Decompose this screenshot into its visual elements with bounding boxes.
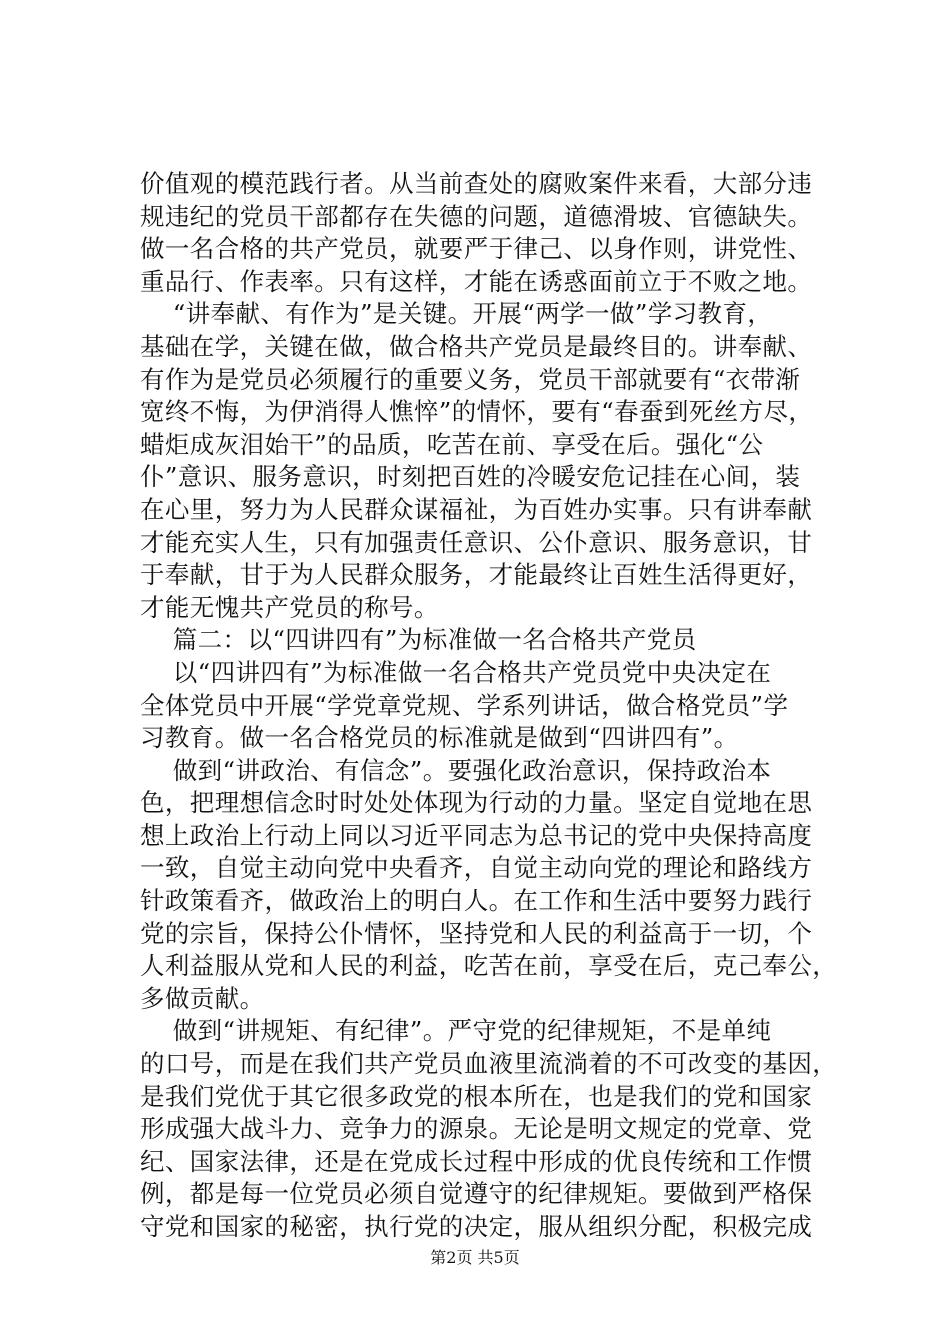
text-line: 基础在学，关键在做，做合格共产党员是最终目的。讲奉献、 [140, 331, 813, 361]
text-line: 篇二：以“四讲四有”为标准做一名合格共产党员 [140, 625, 697, 655]
text-line: 全体党员中开展“学党章党规、学系列讲话，做合格党员”学 [140, 690, 789, 720]
text-line: 党的宗旨，保持公仆情怀，坚持党和人民的利益高于一切，个 [140, 918, 813, 948]
text-line: 人利益服从党和人民的利益，吃苦在前，享受在后，克己奉公， [140, 951, 838, 981]
text-line: 的口号，而是在我们共产党员血液里流淌着的不可改变的基因， [140, 1049, 838, 1079]
text-line: 例，都是每一位党员必须自觉遵守的纪律规矩。要做到严格保 [140, 1179, 813, 1209]
text-line: 做到“讲政治、有信念”。要强化政治意识，保持政治本 [140, 755, 772, 785]
text-line: “讲奉献、有作为”是关键。开展“两学一做”学习教育， [140, 299, 773, 329]
text-line: 想上政治上行动上同以习近平同志为总书记的党中央保持高度 [140, 820, 813, 850]
text-line: 价值观的模范践行者。从当前查处的腐败案件来看，大部分违 [140, 169, 813, 198]
text-line: 一致，自觉主动向党中央看齐，自觉主动向党的理论和路线方 [140, 853, 813, 883]
text-line: 才能无愧共产党员的称号。 [140, 592, 439, 622]
text-line: 规违纪的党员干部都存在失德的问题，道德滑坡、官德缺失。 [140, 201, 813, 231]
text-line: 多做贡献。 [140, 983, 265, 1013]
text-line: 重品行、作表率。只有这样，才能在诱惑面前立于不败之地。 [140, 266, 813, 296]
text-line: 针政策看齐，做政治上的明白人。在工作和生活中要努力践行 [140, 886, 813, 916]
text-line: 仆”意识、服务意识，时刻把百姓的冷暖安危记挂在心间，装 [140, 462, 801, 492]
document-body [140, 168, 837, 1244]
text-line: 做到“讲规矩、有纪律”。严守党的纪律规矩，不是单纯 [140, 1016, 772, 1046]
text-line: 以“四讲四有”为标准做一名合格共产党员党中央决定在 [140, 657, 772, 687]
text-line: 有作为是党员必须履行的重要义务，党员干部就要有“衣带渐 [140, 364, 801, 394]
text-line: 才能充实人生，只有加强责任意识、公仆意识、服务意识，甘 [140, 527, 813, 557]
text-line: 蜡炬成灰泪始干”的品质，吃苦在前、享受在后。强化“公 [140, 429, 764, 459]
text-line: 守党和国家的秘密，执行党的决定，服从组织分配，积极完成 [140, 1212, 813, 1241]
text-line: 是我们党优于其它很多政党的根本所在，也是我们的党和国家 [140, 1081, 813, 1111]
text-line: 做一名合格的共产党员，就要严于律己、以身作则，讲党性、 [140, 234, 813, 264]
text-line: 习教育。做一名合格党员的标准就是做到“四讲四有”。 [140, 723, 739, 753]
text-line: 纪、国家法律，还是在党成长过程中形成的优良传统和工作惯 [140, 1146, 813, 1176]
text-line: 宽终不悔，为伊消得人憔悴”的情怀，要有“春蚕到死丝方尽， [140, 397, 814, 427]
page-footer: 第2页 共5页 [430, 1248, 520, 1267]
text-line: 色，把理想信念时时处处体现为行动的力量。坚定自觉地在思 [140, 788, 813, 818]
text-line: 形成强大战斗力、竞争力的源泉。无论是明文规定的党章、党 [140, 1114, 813, 1144]
text-line: 在心里，努力为人民群众谋福祉，为百姓办实事。只有讲奉献 [140, 494, 813, 524]
text-line: 于奉献，甘于为人民群众服务，才能最终让百姓生活得更好， [140, 560, 813, 590]
